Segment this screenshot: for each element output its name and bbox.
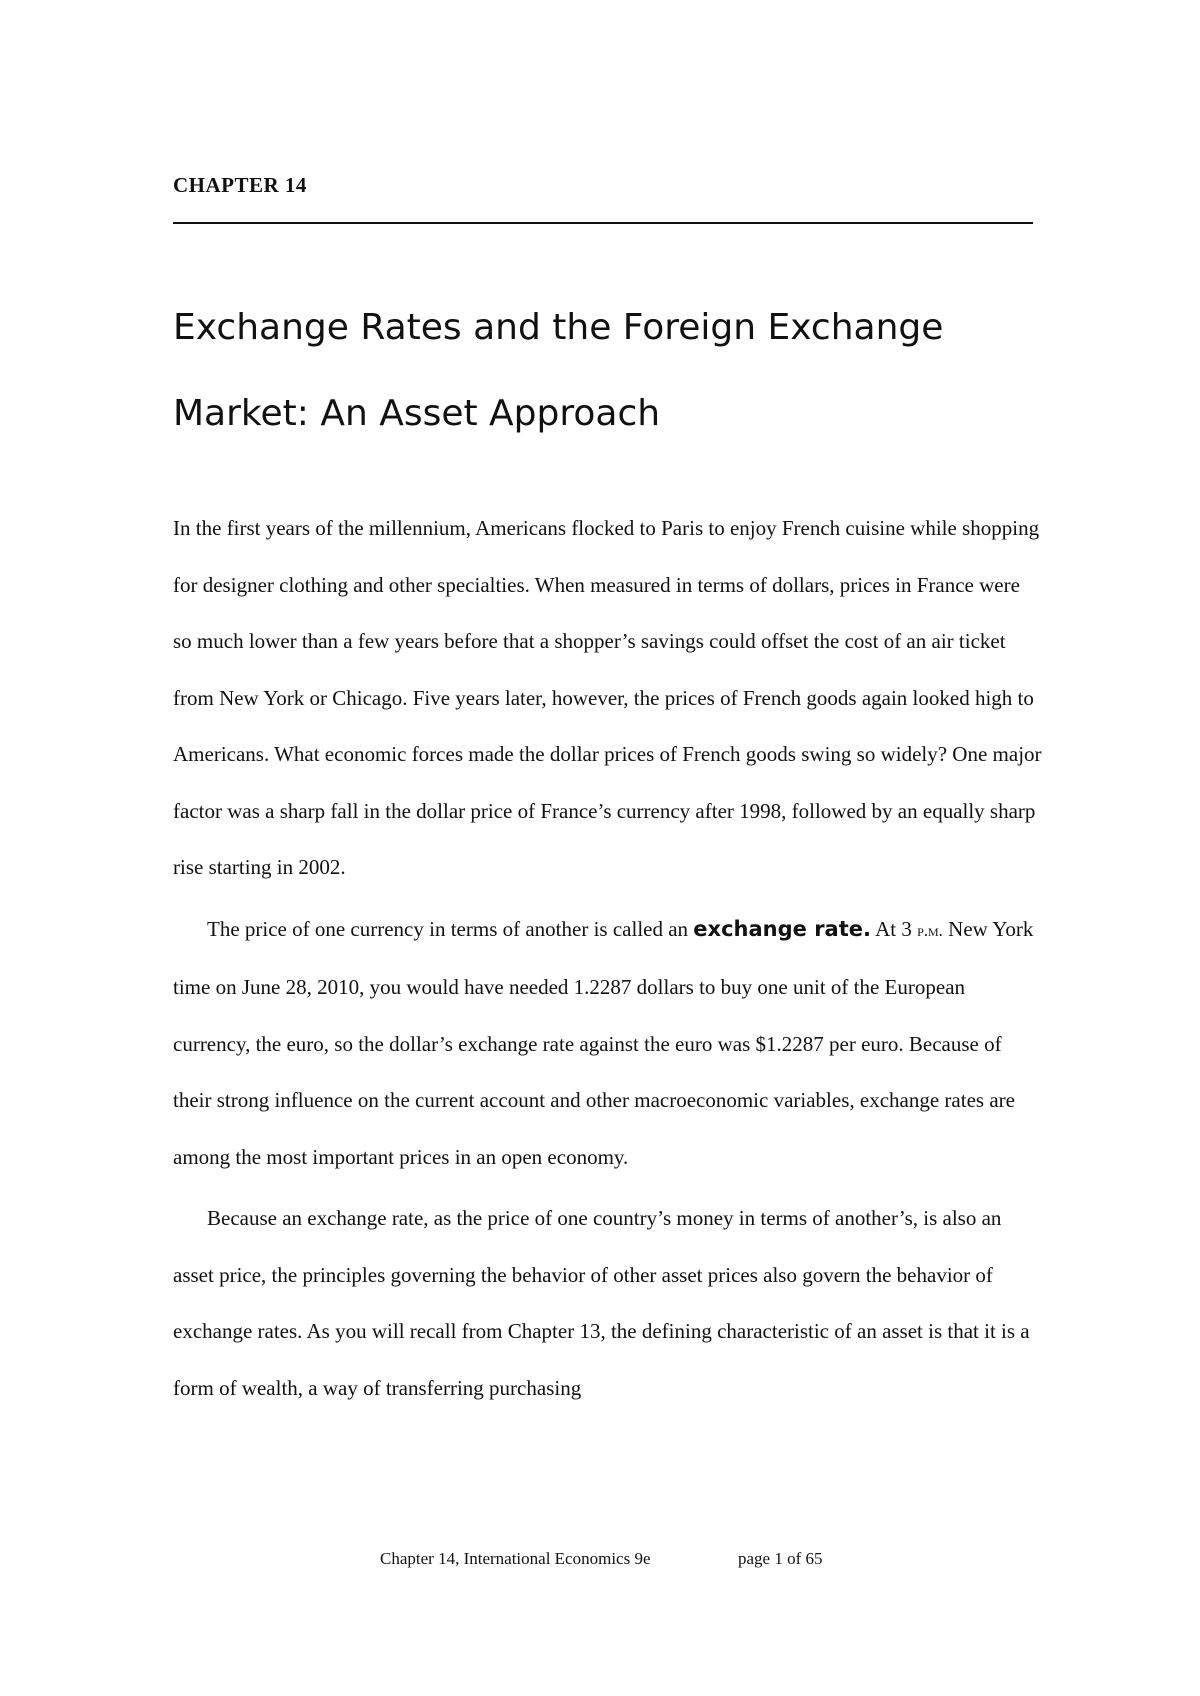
paragraph-3: Because an exchange rate, as the price of one country’s money in terms of another’s, is also an asset price, the principles governing the behavior of other asset prices also govern the behavior of exchange rates. As you will recall from Chapter 13, the defining characteristic of an asset is that it is a form of wealth, a way of transferring purchasing bbox=[173, 1206, 1030, 1400]
body-text bbox=[173, 500, 1043, 1416]
paragraph-2-time: At 3 bbox=[870, 916, 918, 941]
paragraph-1: In the first years of the millennium, Americans flocked to Paris to enjoy French cuisine while shopping for designer clothing and other specialties. When measured in terms of dollars, prices in France were so much lower than a few years before that a shopper’s savings could offset the cost of an air ticket from New York or Chicago. Five years later, however, the prices of French goods again looked high to Americans. What economic forces made the dollar prices of French goods swing so widely? One major factor was a sharp fall in the dollar price of France’s currency after 1998, followed by an equally sharp rise starting in 2002. bbox=[173, 516, 1042, 879]
footer-page-number: page 1 of 65 bbox=[738, 1549, 823, 1568]
chapter-title bbox=[173, 285, 1053, 457]
chapter-title-line-2: Market: An Asset Approach bbox=[173, 393, 661, 434]
paragraph-2-intro: The price of one currency in terms of another is called an bbox=[207, 916, 694, 941]
header-rule bbox=[173, 222, 1033, 224]
time-suffix: p.m. bbox=[917, 920, 943, 940]
chapter-title-line-1: Exchange Rates and the Foreign Exchange bbox=[173, 307, 944, 348]
paragraph-2-rest: New York time on June 28, 2010, you would have needed 1.2287 dollars to buy one unit of the European currency, the euro, so the dollar’s exchange rate against the euro was $1.2287 per euro. Because of their strong influence on the current account and other macroeconomic variables, exchange rates are among the most important prices in an open economy. bbox=[173, 916, 1034, 1169]
footer-source: Chapter 14, International Economics 9e bbox=[380, 1549, 651, 1568]
chapter-label: CHAPTER 14 bbox=[173, 173, 307, 197]
key-term-exchange-rate: exchange rate. bbox=[693, 916, 871, 941]
paragraph-2 bbox=[173, 901, 1043, 1186]
